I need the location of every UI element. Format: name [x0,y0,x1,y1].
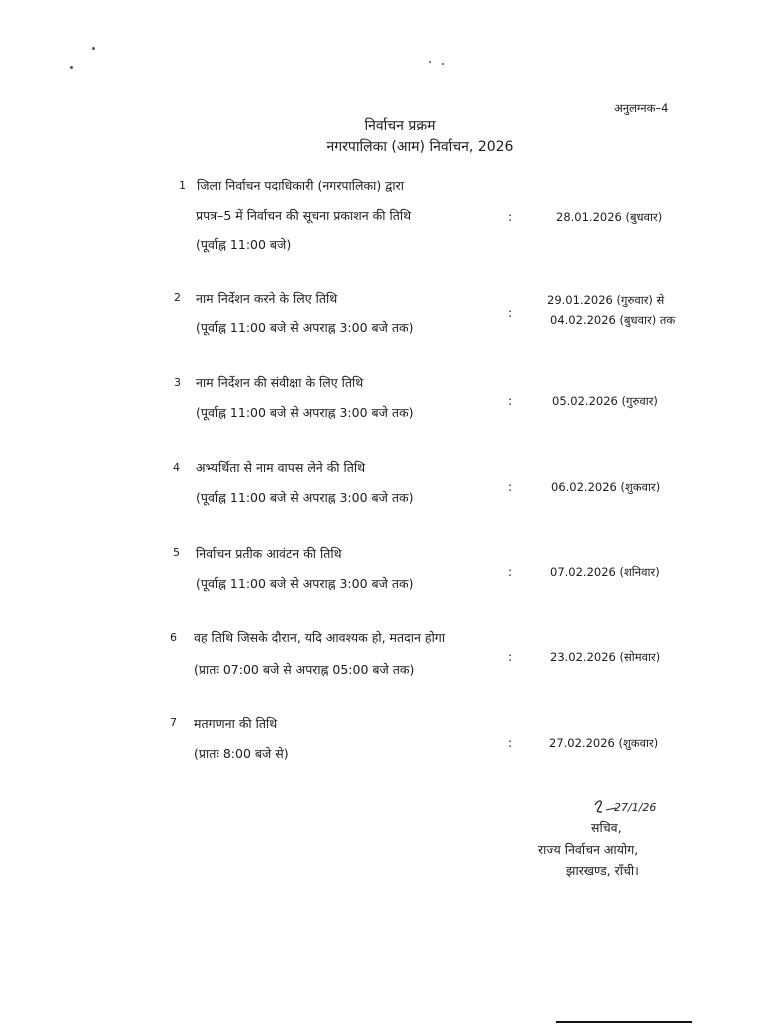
document-title: निर्वाचन प्रक्रम [364,118,436,134]
annexure-label: अनुलग्नक–4 [614,101,669,115]
row-time-note: (प्रातः 07:00 बजे से अपराह्न 05:00 बजे तक) [194,662,415,677]
scan-speck [442,63,444,65]
row-number: 4 [173,461,180,474]
row-time-note: (पूर्वाह्न 11:00 बजे से अपराह्न 3:00 बजे तक) [196,576,414,591]
row-colon: : [508,565,513,579]
signatory-designation: सचिव, [591,820,622,835]
row-colon: : [508,736,513,750]
scan-speck [70,66,73,69]
document-subtitle: नगरपालिका (आम) निर्वाचन, 2026 [326,139,514,155]
row-description-line: निर्वाचन प्रतीक आवंटन की तिथि [196,546,342,561]
row-description-line: अभ्यर्थिता से नाम वापस लेने की तिथि [196,460,366,475]
row-date: 29.01.2026 (गुरुवार) से [547,293,665,307]
row-colon: : [508,210,513,224]
row-description-line: नाम निर्देशन की संवीक्षा के लिए तिथि [196,375,364,390]
row-number: 1 [179,179,186,192]
row-time-note: (पूर्वाह्न 11:00 बजे) [196,237,292,252]
row-description-line: मतगणना की तिथि [194,716,278,731]
row-number: 5 [173,546,180,559]
signatory-place: झारखण्ड, राँची। [566,863,639,878]
row-number: 3 [174,376,181,389]
row-date: 04.02.2026 (बुधवार) तक [550,313,676,327]
row-time-note: (पूर्वाह्न 11:00 बजे से अपराह्न 3:00 बजे तक) [196,490,414,505]
row-date: 27.02.2026 (शुकवार) [549,736,659,750]
row-date: 06.02.2026 (शुकवार) [551,480,661,494]
row-colon: : [508,650,513,664]
row-time-note: (पूर्वाह्न 11:00 बजे से अपराह्न 3:00 बजे तक) [196,405,414,420]
scan-speck [429,61,431,63]
scan-speck [92,47,95,50]
signatory-office: राज्य निर्वाचन आयोग, [538,842,639,857]
row-colon: : [508,480,513,494]
row-description-line: वह तिथि जिसके दौरान, यदि आवश्यक हो, मतदान होगा [194,630,446,645]
row-number: 2 [174,291,181,304]
bottom-rule [556,1021,692,1023]
row-description-line: नाम निर्देशन करने के लिए तिथि [196,291,338,306]
signature-date-text: 27/1/26 [614,801,657,814]
row-colon: : [508,306,513,320]
row-number: 7 [170,716,177,729]
row-description-line: प्रपत्र–5 में निर्वाचन की सूचना प्रकाशन की तिथि [196,208,412,223]
row-date: 07.02.2026 (शनिवार) [550,565,660,579]
row-number: 6 [170,631,177,644]
row-time-note: (प्रातः 8:00 बजे से) [194,746,289,761]
row-description-line: जिला निर्वाचन पदाधिकारी (नगरपालिका) द्वारा [197,178,404,193]
row-date: 05.02.2026 (गुरुवार) [552,394,658,408]
row-date: 23.02.2026 (सोमवार) [550,650,661,664]
row-time-note: (पूर्वाह्न 11:00 बजे से अपराह्न 3:00 बजे तक) [196,320,414,335]
row-date: 28.01.2026 (बुधवार) [556,210,663,224]
row-colon: : [508,394,513,408]
